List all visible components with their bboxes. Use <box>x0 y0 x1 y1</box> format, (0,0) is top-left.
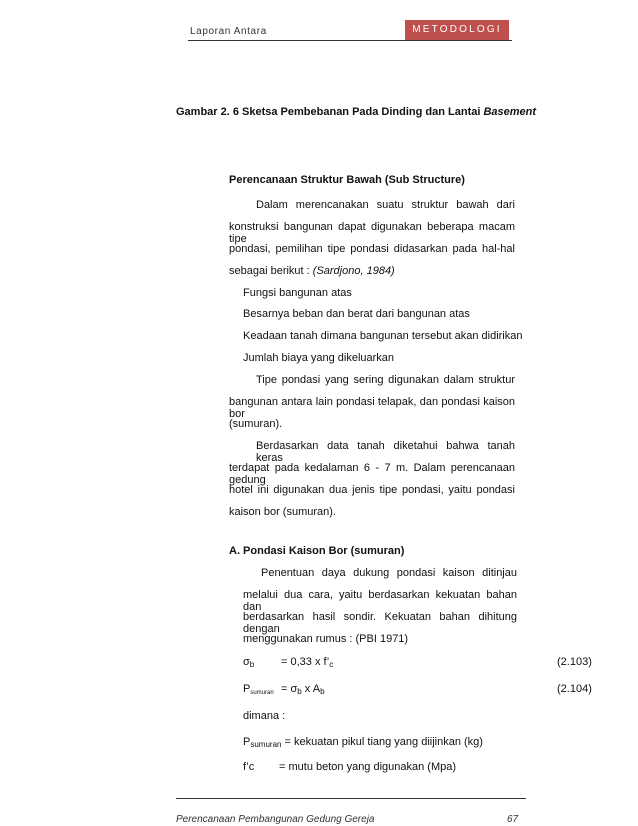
para3-line1: Berdasarkan data tanah diketahui bahwa tanah keras <box>256 440 515 464</box>
header-title: Laporan Antara <box>190 26 267 37</box>
para1-line2: konstruksi bangunan dapat digunakan beberapa macam tipe <box>229 221 515 245</box>
para2-line1: Tipe pondasi yang sering digunakan dalam struktur <box>256 374 515 386</box>
where-label: dimana : <box>243 710 286 722</box>
para3-line4: kaison bor (sumuran). <box>229 506 336 518</box>
list-item: Keadaan tanah dimana bangunan tersebut akan didirikan <box>243 330 523 342</box>
figure-caption: Gambar 2. 6 Sketsa Pembebanan Pada Dinding dan Lantai Basement <box>176 106 537 118</box>
equation-lhs: $\sigma_b$ <box>243 656 255 669</box>
footer-divider <box>176 798 526 799</box>
para1-line1: Dalam merencanakan suatu struktur bawah dari <box>256 199 515 211</box>
definition-symbol: f’c <box>243 761 255 773</box>
para4-line2: melalui dua cara, yaitu berdasarkan kekuatan bahan dan <box>243 589 517 613</box>
para3-line2: terdapat pada kedalaman 6 - 7 m. Dalam perencanaan gedung <box>229 462 515 486</box>
page-number: 67 <box>507 814 519 825</box>
para4-line1: Penentuan daya dukung pondasi kaison ditinjau <box>261 567 517 579</box>
equation-rhs: = 0,33 x $f’_c$ <box>281 656 334 669</box>
para4-line3: berdasarkan hasil sondir. Kekuatan bahan dihitung dengan <box>243 611 517 635</box>
header-section-badge: METODOLOGI <box>405 20 509 40</box>
list-item: Besarnya beban dan berat dari bangunan atas <box>243 308 470 320</box>
footer-title: Perencanaan Pembangunan Gedung Gereja <box>176 814 375 825</box>
header-divider <box>188 40 512 41</box>
para3-line3: hotel ini digunakan dua jenis tipe pondasi, yaitu pondasi <box>229 484 515 496</box>
list-item: Jumlah biaya yang dikeluarkan <box>243 352 395 364</box>
para1-line3: pondasi, pemilihan tipe pondasi didasarkan pada hal-hal <box>229 243 515 255</box>
definition-text: = mutu beton yang digunakan (Mpa) <box>279 761 457 773</box>
para1-line4: sebagai berikut : (Sardjono, 1984) <box>229 265 395 277</box>
equation-number: (2.104) <box>557 683 592 695</box>
subsection-title: A. Pondasi Kaison Bor (sumuran) <box>229 545 405 557</box>
list-item: Fungsi bangunan atas <box>243 287 352 299</box>
equation-rhs: = $\sigma_b$ x $A_b$ <box>281 683 325 696</box>
para2-line3: (sumuran). <box>229 418 283 430</box>
section-title: Perencanaan Struktur Bawah (Sub Structure) <box>229 174 465 186</box>
para4-line4: menggunakan rumus : (PBI 1971) <box>243 633 409 645</box>
equation-lhs: $P_{sumuran}$ <box>243 683 274 696</box>
definition-line: $P_{sumuran}$ = kekuatan pikul tiang yang diijinkan (kg) <box>243 736 483 749</box>
equation-number: (2.103) <box>557 656 592 668</box>
para2-line2: bangunan antara lain pondasi telapak, dan pondasi kaison bor <box>229 396 515 420</box>
